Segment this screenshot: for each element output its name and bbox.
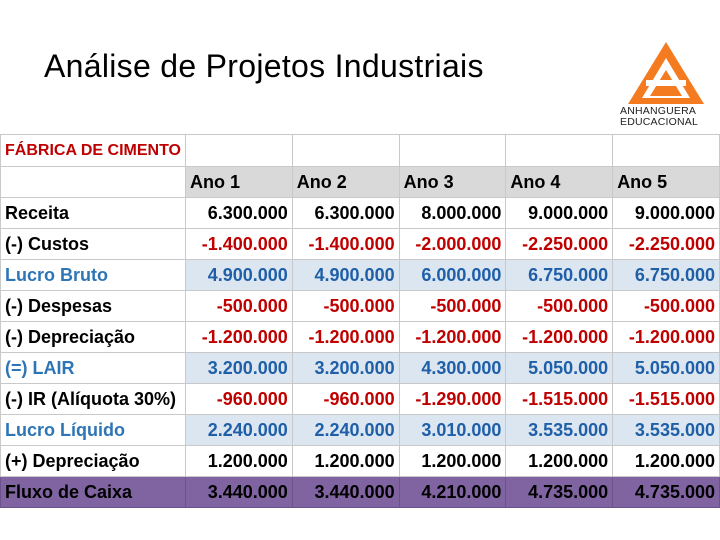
value-cell: -2.250.000 — [506, 229, 613, 260]
value-cell: -960.000 — [186, 384, 293, 415]
table-row — [1, 353, 720, 384]
value-cell: 2.240.000 — [292, 415, 399, 446]
value-cell: 6.750.000 — [613, 260, 720, 291]
value-cell: 3.010.000 — [399, 415, 506, 446]
value-cell: 6.000.000 — [399, 260, 506, 291]
table-title-row — [1, 135, 720, 167]
logo-line-1: ANHANGUERA — [620, 105, 697, 117]
row-label: (+) Depreciação — [1, 446, 186, 477]
value-cell: 9.000.000 — [506, 198, 613, 229]
value-cell: -2.250.000 — [613, 229, 720, 260]
value-cell: 4.900.000 — [186, 260, 293, 291]
table-row-total — [1, 477, 720, 508]
value-cell: -1.400.000 — [292, 229, 399, 260]
value-cell: -500.000 — [186, 291, 293, 322]
value-cell: -1.200.000 — [399, 322, 506, 353]
row-label: (-) Despesas — [1, 291, 186, 322]
value-cell: -1.200.000 — [186, 322, 293, 353]
value-cell: 3.440.000 — [186, 477, 293, 508]
value-cell: -1.290.000 — [399, 384, 506, 415]
value-cell: 4.735.000 — [613, 477, 720, 508]
value-cell: -500.000 — [292, 291, 399, 322]
value-cell: 3.535.000 — [506, 415, 613, 446]
value-cell: -500.000 — [399, 291, 506, 322]
page-title: Análise de Projetos Industriais — [44, 48, 484, 84]
value-cell: -1.515.000 — [506, 384, 613, 415]
table-row — [1, 198, 720, 229]
value-cell: -2.000.000 — [399, 229, 506, 260]
value-cell: 1.200.000 — [292, 446, 399, 477]
table-row — [1, 384, 720, 415]
value-cell: 3.440.000 — [292, 477, 399, 508]
header-cell: Ano 4 — [506, 167, 613, 198]
value-cell: 5.050.000 — [613, 353, 720, 384]
value-cell: 8.000.000 — [399, 198, 506, 229]
value-cell: 3.200.000 — [186, 353, 293, 384]
header-cell: Ano 5 — [613, 167, 720, 198]
value-cell: -1.200.000 — [506, 322, 613, 353]
row-label: Lucro Bruto — [1, 260, 186, 291]
value-cell: -1.400.000 — [186, 229, 293, 260]
value-cell: 4.210.000 — [399, 477, 506, 508]
table-row — [1, 291, 720, 322]
value-cell: -960.000 — [292, 384, 399, 415]
value-cell: 9.000.000 — [613, 198, 720, 229]
value-cell: 6.300.000 — [292, 198, 399, 229]
row-label: Lucro Líquido — [1, 415, 186, 446]
header-row — [1, 167, 720, 198]
header-cell: Ano 3 — [399, 167, 506, 198]
value-cell: 1.200.000 — [399, 446, 506, 477]
value-cell: 2.240.000 — [186, 415, 293, 446]
value-cell: 1.200.000 — [186, 446, 293, 477]
value-cell: 3.200.000 — [292, 353, 399, 384]
logo-text — [620, 106, 712, 128]
value-cell: -500.000 — [613, 291, 720, 322]
row-label: Fluxo de Caixa — [1, 477, 186, 508]
value-cell: 6.300.000 — [186, 198, 293, 229]
table-row — [1, 322, 720, 353]
row-label: (-) Depreciação — [1, 322, 186, 353]
header-cell: Ano 2 — [292, 167, 399, 198]
value-cell: -1.200.000 — [613, 322, 720, 353]
value-cell: -1.200.000 — [292, 322, 399, 353]
row-label: (-) Custos — [1, 229, 186, 260]
header-cell: Ano 1 — [186, 167, 293, 198]
value-cell: 1.200.000 — [613, 446, 720, 477]
row-label: Receita — [1, 198, 186, 229]
table-title: FÁBRICA DE CIMENTO — [1, 135, 186, 167]
table-row — [1, 446, 720, 477]
value-cell: 1.200.000 — [506, 446, 613, 477]
value-cell: 6.750.000 — [506, 260, 613, 291]
financial-table — [0, 134, 720, 508]
row-label: (=) LAIR — [1, 353, 186, 384]
logo-line-2: EDUCACIONAL — [620, 116, 699, 128]
value-cell: 4.735.000 — [506, 477, 613, 508]
value-cell: 5.050.000 — [506, 353, 613, 384]
row-label: (-) IR (Alíquota 30%) — [1, 384, 186, 415]
table-row — [1, 229, 720, 260]
value-cell: 4.300.000 — [399, 353, 506, 384]
value-cell: 4.900.000 — [292, 260, 399, 291]
table-row — [1, 415, 720, 446]
value-cell: -500.000 — [506, 291, 613, 322]
table-row — [1, 260, 720, 291]
value-cell: -1.515.000 — [613, 384, 720, 415]
value-cell: 3.535.000 — [613, 415, 720, 446]
